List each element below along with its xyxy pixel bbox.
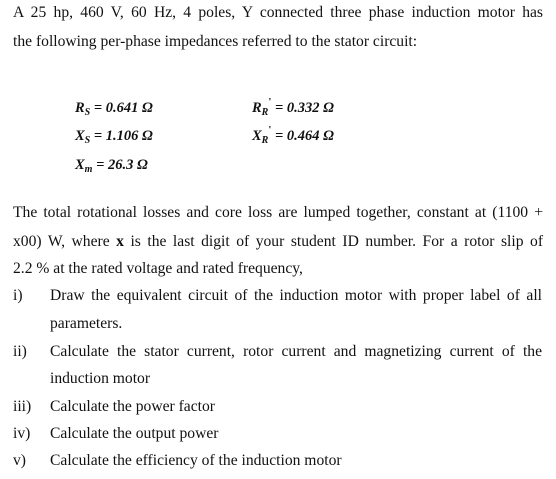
param-rs-sub: S <box>84 107 91 118</box>
param-rr-symbol: R <box>252 100 262 116</box>
task-text: Draw the equivalent circuit of the induction motor with proper label of all <box>50 287 542 304</box>
param-xm <box>75 155 148 175</box>
param-rr <box>252 98 334 118</box>
task-text: Calculate the power factor <box>50 398 215 415</box>
param-xs-symbol: X <box>75 128 85 144</box>
body-line-3: 2.2 % at the rated voltage and rated frequency, <box>13 260 303 277</box>
param-rs-symbol: R <box>75 100 85 116</box>
task-number: v) <box>13 452 26 469</box>
param-xs <box>75 126 153 146</box>
task-text: Calculate the stator current, rotor current and magnetizing current of the <box>50 343 542 360</box>
param-rr-value: = 0.332 Ω <box>275 100 334 116</box>
param-xm-sub: m <box>84 164 93 175</box>
body-line-2-post: is the last digit of your student ID number. For a rotor slip of <box>123 233 544 250</box>
param-xm-symbol: X <box>75 157 85 173</box>
param-rs-value: = 0.641 Ω <box>93 100 153 116</box>
param-xs-value: = 1.106 Ω <box>93 128 153 144</box>
param-xs-sub: S <box>84 135 91 146</box>
param-rr-sub: R <box>261 107 269 118</box>
param-xr <box>252 126 334 146</box>
task-number: i) <box>13 287 23 304</box>
body-line-2-pre: x00) W, where <box>13 233 117 250</box>
intro-line-2: the following per-phase impedances referred to the stator circuit: <box>13 33 418 50</box>
param-xr-sub: R <box>261 135 269 146</box>
intro-line-1: A 25 hp, 460 V, 60 Hz, 4 poles, Y connected three phase induction motor has <box>13 4 543 21</box>
task-text-continued: induction motor <box>50 370 151 387</box>
task-text-continued: parameters. <box>50 315 123 332</box>
body-line-1: The total rotational losses and core loss are lumped together, constant at (1100 + <box>13 204 543 221</box>
param-xr-prime: ' <box>268 124 272 136</box>
task-number: ii) <box>13 343 27 360</box>
task-text: Calculate the output power <box>50 425 219 442</box>
task-number: iii) <box>13 398 32 415</box>
param-rs <box>75 98 153 118</box>
param-xr-value: = 0.464 Ω <box>275 128 334 144</box>
param-rr-prime: ' <box>268 96 272 108</box>
variable-x: x <box>116 233 124 250</box>
task-number: iv) <box>13 425 31 442</box>
param-xr-symbol: X <box>252 128 262 144</box>
task-text: Calculate the efficiency of the induction motor <box>50 452 342 469</box>
body-line-2 <box>13 232 543 252</box>
param-xm-value: = 26.3 Ω <box>96 157 148 173</box>
